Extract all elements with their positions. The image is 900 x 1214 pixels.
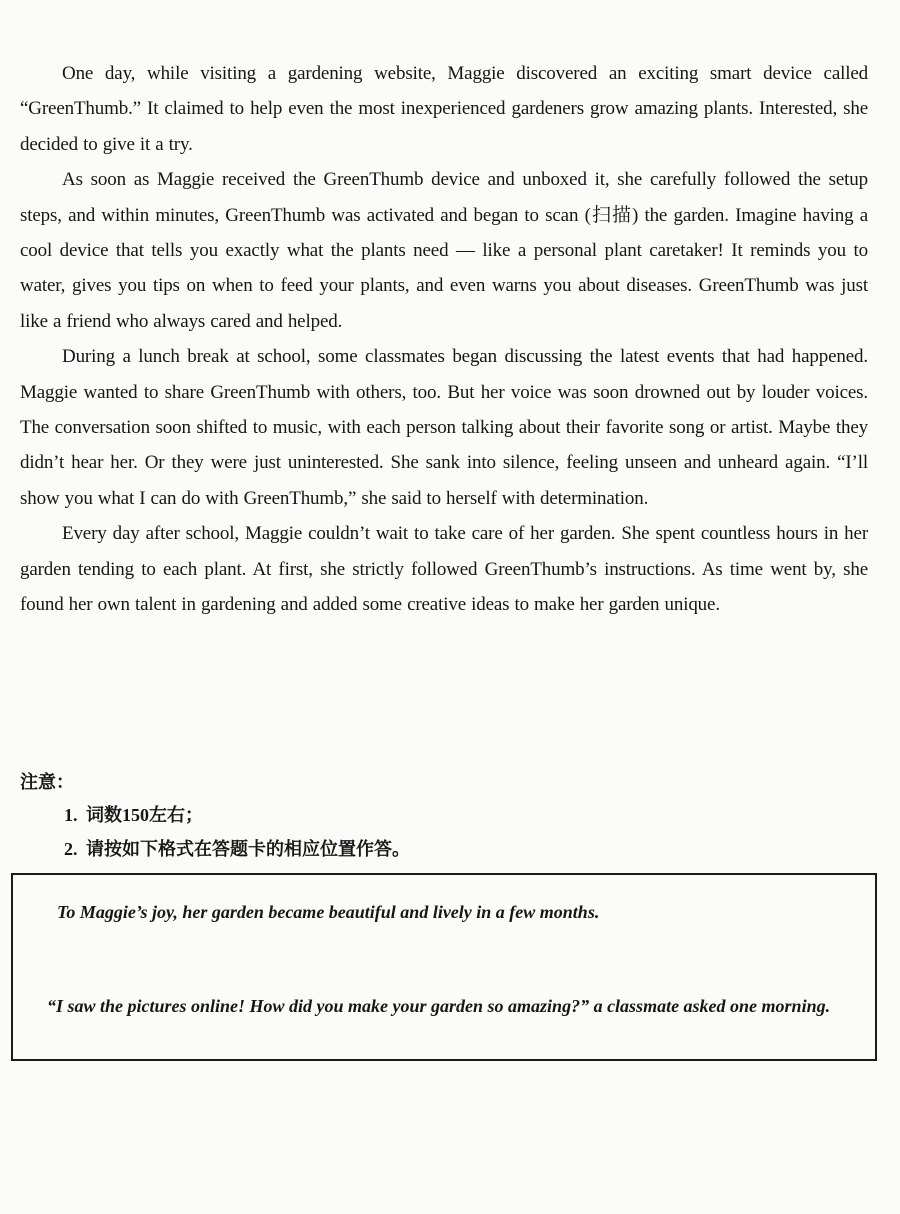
- paragraph-3: During a lunch break at school, some classmates began discussing the latest events that had happened. Maggie wanted to share GreenThumb with others, too. But her voice was soon drowned out by louder voices. The conversation soon shifted to music, with each person talking about their favorite song or artist. Maybe they didn’t hear her. Or they were just uninterested. She sank into silence, feeling unseen and unheard again. “I’ll show you what I can do with GreenThumb,” she said to herself with determination.: [20, 346, 868, 509]
- paragraph-4: Every day after school, Maggie couldn’t wait to take care of her garden. She spent countless hours in her garden tending to each plant. At first, she strictly followed GreenThumb’s instructions. As time went by, she found her own talent in gardening and added some creative ideas to make her garden unique.: [20, 523, 868, 616]
- paragraph-1: One day, while visiting a gardening website, Maggie discovered an exciting smart device called “GreenThumb.” It claimed to help even the most inexperienced gardeners grow amazing plants. Interested, she decided to give it a try.: [20, 63, 868, 155]
- notes-section: [20, 766, 620, 866]
- notes-title: 注意：: [20, 772, 74, 792]
- notes-item-number: 1.: [64, 805, 78, 825]
- paragraph-2: As soon as Maggie received the GreenThumb device and unboxed it, she carefully followed the setup steps, and within minutes, GreenThumb was activated and began to scan (扫描) the garden. Imagine having a cool device that tells you exactly what the plants need — like a personal plant caretaker! It reminds you to water, gives you tips on when to feed your plants, and even warns you about diseases. GreenThumb was just like a friend who always cared and helped.: [20, 169, 868, 332]
- notes-item-1: [64, 798, 620, 832]
- continuation-opening-1: To Maggie’s joy, her garden became beautiful and lively in a few months.: [57, 902, 600, 922]
- story-passage: [20, 56, 868, 623]
- notes-list: [20, 798, 620, 866]
- continuation-opening-2: “I saw the pictures online! How did you make your garden so amazing?” a classmate asked one morning.: [47, 996, 831, 1016]
- notes-item-text: 请按如下格式在答题卡的相应位置作答。: [86, 839, 410, 859]
- answer-format-box: [11, 873, 877, 1061]
- notes-item-text: 词数150左右；: [86, 805, 203, 825]
- notes-item-2: [64, 832, 620, 866]
- notes-item-number: 2.: [64, 839, 78, 859]
